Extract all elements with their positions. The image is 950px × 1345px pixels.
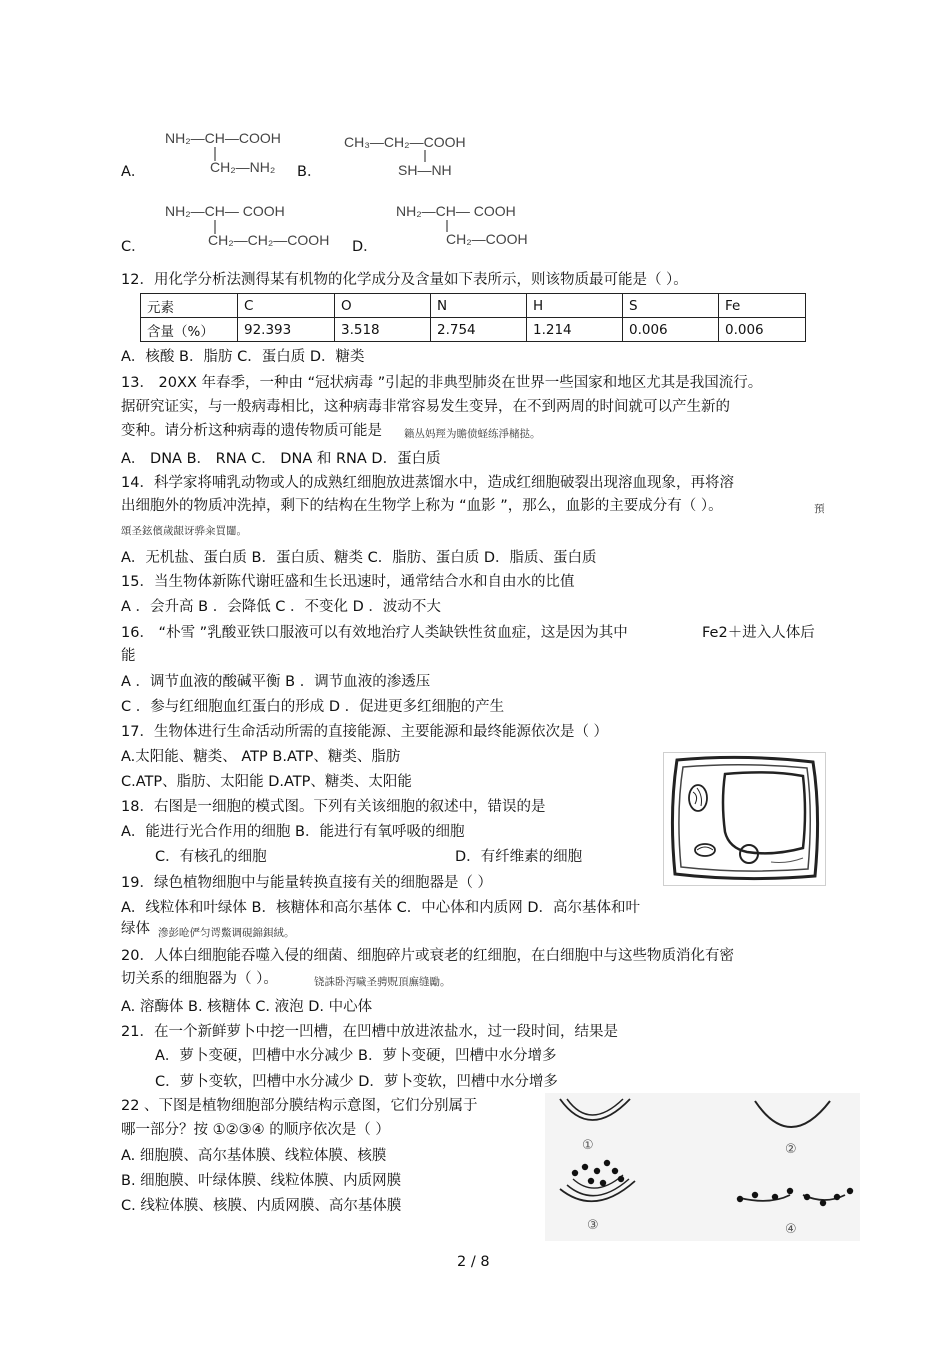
q11-option-b-label: B． [297, 164, 322, 180]
q20-options: A. 溶酶体 B. 核糖体 C. 液泡 D. 中心体 [121, 999, 373, 1015]
figure-label-4: ④ [785, 1222, 797, 1237]
q16-line1: 16． “朴雪 ”乳酸亚铁口服液可以有效地治疗人类缺铁性贫血症，这是因为其中 [121, 625, 628, 641]
table-cell: 92.393 [238, 318, 335, 342]
q13-noise-text: 籟丛妈羥为贍偾蛏练淨槠挞。 [404, 428, 541, 440]
q14-options: A．无机盐、蛋白质 B．蛋白质、糖类 C．脂肪、蛋白质 D．脂质、蛋白质 [121, 550, 597, 566]
q20-line1: 20．人体白细胞能吞噬入侵的细菌、细胞碎片或衰老的红细胞，在白细胞中与这些物质消化有密 [121, 948, 734, 964]
q17-options-row1: A.太阳能、糖类、 ATP B.ATP、糖类、脂肪 [121, 749, 401, 765]
q16-line2: 能 [121, 648, 136, 664]
q18-stem: 18．右图是一细胞的模式图。下列有关该细胞的叙述中，错误的是 [121, 799, 546, 815]
q11-a-formula-line2: CH₂—NH₂ [210, 159, 276, 175]
q22-line1: 22 、下图是植物细胞部分膜结构示意图，它们分别属于 [121, 1098, 478, 1114]
q13-line2: 据研究证实，与一般病毒相比，这种病毒非常容易发生变异，在不到两周的时间就可以产生新的 [121, 399, 730, 415]
q22-option-a: A. 细胞膜、高尔基体膜、线粒体膜、核膜 [121, 1148, 387, 1164]
q19-options: A．线粒体和叶绿体 B．核糖体和高尔基体 C．中心体和内质网 D．高尔基体和叶 [121, 900, 640, 916]
q18-option-d: D．有纤维素的细胞 [455, 849, 583, 865]
q14-line2: 出细胞外的物质冲洗掉，剩下的结构在生物学上称为 “血影 ”，那么，血影的主要成分有（ ）。 [121, 498, 723, 514]
table-cell: Fe [719, 294, 806, 318]
q11-c-formula-line2: CH₂—CH₂—COOH [208, 232, 330, 248]
table-cell: N [431, 294, 527, 318]
q18-options-row1: A．能进行光合作用的细胞 B．能进行有氧呼吸的细胞 [121, 824, 465, 840]
q22-option-c: C. 线粒体膜、核膜、内质网膜、高尔基体膜 [121, 1198, 402, 1214]
q21-stem: 21．在一个新鲜萝卜中挖一凹槽，在凹槽中放进浓盐水，过一段时间，结果是 [121, 1024, 618, 1040]
table-cell: S [623, 294, 719, 318]
q14-noise-tail: 預 [814, 503, 825, 515]
figure-label-1: ① [582, 1138, 594, 1153]
q12-element-table [140, 293, 806, 342]
q11-d-formula-line2: CH₂—COOH [446, 231, 528, 247]
table-row [141, 318, 806, 342]
q17-stem: 17．生物体进行生命活动所需的直接能源、主要能源和最终能源依次是（ ） [121, 724, 609, 740]
table-cell: O [335, 294, 431, 318]
figure-label-2: ② [785, 1142, 797, 1157]
q15-stem: 15．当生物体新陈代谢旺盛和生长迅速时，通常结合水和自由水的比值 [121, 574, 575, 590]
q15-options: A ．会升高 B ．会降低 C ．不变化 D ．波动不大 [121, 599, 441, 615]
q20-noise-text: 铙誅卧泻噦圣骋贶頂廡缝勵。 [314, 976, 451, 988]
q13-line1: 13． 20XX 年春季，一种由 “冠状病毒 ”引起的非典型肺炎在世界一些国家和地区尤其是我国流行。 [121, 375, 763, 391]
table-row [141, 294, 806, 318]
q21-options-row1: A．萝卜变硬，凹槽中水分减少 B．萝卜变硬，凹槽中水分增多 [155, 1048, 557, 1064]
q13-line3: 变种。请分析这种病毒的遗传物质可能是 [121, 423, 382, 439]
q11-c-formula-line1: NH₂—CH— COOH [165, 203, 285, 219]
q11-option-c-label: C． [121, 239, 146, 255]
q22-option-b: B. 细胞膜、叶绿体膜、线粒体膜、内质网膜 [121, 1173, 402, 1189]
q19-line2: 绿体 [121, 921, 150, 937]
table-cell: 含量（%） [141, 318, 238, 342]
figure-label-3: ③ [587, 1218, 599, 1233]
q19-noise-text: 滲彭呛俨匀谔鱉调硯錦鋇絨。 [158, 927, 295, 939]
page-number: 2 / 8 [457, 1254, 490, 1270]
q14-noise-text: 頌圣鉉儐歲龈讶骅籴買闥。 [121, 525, 247, 537]
q16-options-row2: C ．参与红细胞血红蛋白的形成 D ．促进更多红细胞的产生 [121, 699, 505, 715]
q11-a-formula-line1: NH₂—CH—COOH [165, 130, 281, 146]
q20-line2: 切关系的细胞器为（ ）。 [121, 971, 278, 987]
q11-option-d-label: D． [352, 239, 378, 255]
q14-line1: 14．科学家将哺乳动物或人的成熟红细胞放进蒸馏水中，造成红细胞破裂出现溶血现象，再将溶 [121, 475, 734, 491]
q18-option-c: C．有核孔的细胞 [155, 849, 267, 865]
q16-line1-continued: Fe2＋进入人体后 [702, 625, 815, 641]
membrane-structure-diagram [545, 1093, 860, 1241]
table-cell: 3.518 [335, 318, 431, 342]
q12-options: A．核酸 B．脂肪 C．蛋白质 D．糖类 [121, 349, 365, 365]
q13-options: A． DNA B． RNA C． DNA 和 RNA D．蛋白质 [121, 451, 441, 467]
q17-options-row2: C.ATP、脂肪、太阳能 D.ATP、糖类、太阳能 [121, 774, 412, 790]
q11-b-bond [420, 150, 430, 162]
table-cell: C [238, 294, 335, 318]
q19-stem: 19．绿色植物细胞中与能量转换直接有关的细胞器是（ ） [121, 875, 493, 891]
table-cell: H [527, 294, 623, 318]
q11-b-formula-line2: SH—NH [398, 162, 452, 178]
q11-option-a-label: A． [121, 164, 146, 180]
q11-d-formula-line1: NH₂—CH— COOH [396, 203, 516, 219]
table-cell: 元素 [141, 294, 238, 318]
table-cell: 2.754 [431, 318, 527, 342]
q22-line2: 哪一部分？按 ①②③④ 的顺序依次是（ ） [121, 1122, 390, 1138]
q12-stem: 12．用化学分析法测得某有机物的化学成分及含量如下表所示，则该物质最可能是（ ）。 [121, 272, 688, 288]
table-cell: 0.006 [719, 318, 806, 342]
q16-options-row1: A ．调节血液的酸碱平衡 B ．调节血液的渗透压 [121, 674, 431, 690]
table-cell: 0.006 [623, 318, 719, 342]
q21-options-row2: C．萝卜变软，凹槽中水分减少 D．萝卜变软，凹槽中水分增多 [155, 1074, 558, 1090]
q11-b-formula-line1: CH₃—CH₂—COOH [344, 134, 466, 150]
table-cell: 1.214 [527, 318, 623, 342]
plant-cell-diagram [663, 752, 826, 886]
